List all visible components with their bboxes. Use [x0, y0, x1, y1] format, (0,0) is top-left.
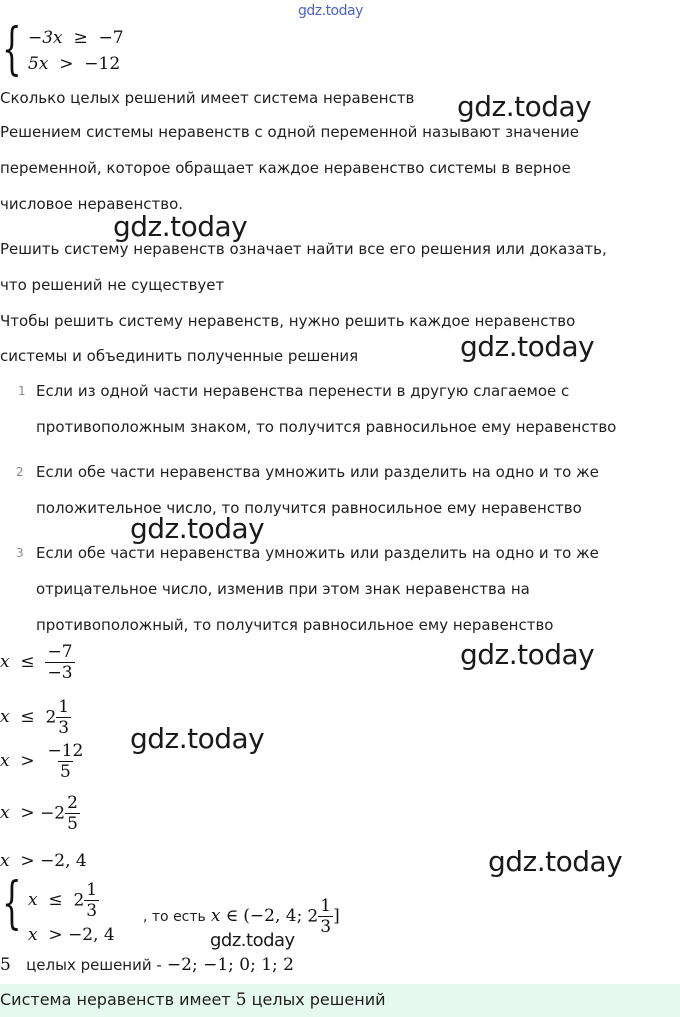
watermark: gdz.today	[130, 512, 265, 545]
rule-line: отрицательное число, изменив при этом знак неравенства на	[36, 580, 530, 598]
watermark: gdz.today	[460, 330, 595, 363]
rule-line: Если обе части неравенства умножить или разделить на одно и то же	[36, 463, 599, 481]
step-5: x > −2, 4	[0, 851, 87, 871]
rule-number: 1	[18, 384, 26, 398]
solve-meaning-line: Решить систему неравенств означает найти все его решения или доказать,	[0, 240, 607, 258]
watermark: gdz.today	[457, 90, 592, 123]
integer-solutions-line: 5 целых решений - −2; −1; 0; 1; 2	[0, 955, 294, 975]
rule-line: Если из одной части неравенства перенести в другую слагаемое с	[36, 382, 570, 400]
step-4: x > −2 $\frac{2}{5}$	[0, 793, 78, 834]
answer-count: 5	[235, 990, 247, 1010]
watermark: gdz.today	[130, 722, 265, 755]
watermark-top: gdz.today	[298, 3, 363, 19]
watermark: gdz.today	[113, 210, 248, 243]
answer-text: целых решений	[251, 990, 386, 1009]
method-line: системы и объединить полученные решения	[0, 347, 359, 365]
watermark: gdz.today	[210, 930, 295, 951]
question-text: Сколько целых решений имеет система неравенств	[0, 89, 415, 107]
rule-line: противоположным знаком, то получится равносильное ему неравенство	[36, 418, 617, 436]
watermark: gdz.today	[460, 638, 595, 671]
step-3: x > $\frac{-12}{5}$	[0, 741, 84, 782]
system-line-1: −3x ≥ −7	[28, 28, 124, 48]
answer-text: Система неравенств имеет	[0, 990, 231, 1009]
method-line: Чтобы решить систему неравенств, нужно решить каждое неравенство	[0, 312, 576, 330]
result-brace: {	[2, 871, 22, 936]
answer-bar	[0, 984, 680, 1017]
rule-number: 3	[16, 546, 24, 560]
watermark: gdz.today	[488, 845, 623, 878]
definition-line: числовое неравенство.	[0, 195, 184, 213]
result-line-1: x ≤ 2 $\frac{1}{3}$	[28, 880, 98, 921]
system-brace: {	[2, 17, 22, 82]
interval-statement: , то есть x ∈ (−2, 4; 2 $\frac{1}{3}$ ]	[143, 896, 340, 937]
definition-line: Решением системы неравенств с одной переменной называют значение	[0, 123, 579, 141]
step-1: x ≤ $\frac{-7}{-3}$	[0, 642, 73, 683]
result-line-2: x > −2, 4	[28, 925, 115, 945]
rule-line: положительное число, то получится равносильное ему неравенство	[36, 499, 582, 517]
rule-number: 2	[16, 465, 24, 479]
rule-line: Если обе части неравенства умножить или разделить на одно и то же	[36, 544, 599, 562]
solve-meaning-line: что решений не существует	[0, 276, 225, 294]
rule-line: противоположный, то получится равносильное ему неравенство	[36, 616, 554, 634]
system-line-2: 5x > −12	[28, 54, 121, 74]
step-2: x ≤ 2 $\frac{1}{3}$	[0, 697, 70, 738]
definition-line: переменной, которое обращает каждое неравенство системы в верное	[0, 159, 571, 177]
